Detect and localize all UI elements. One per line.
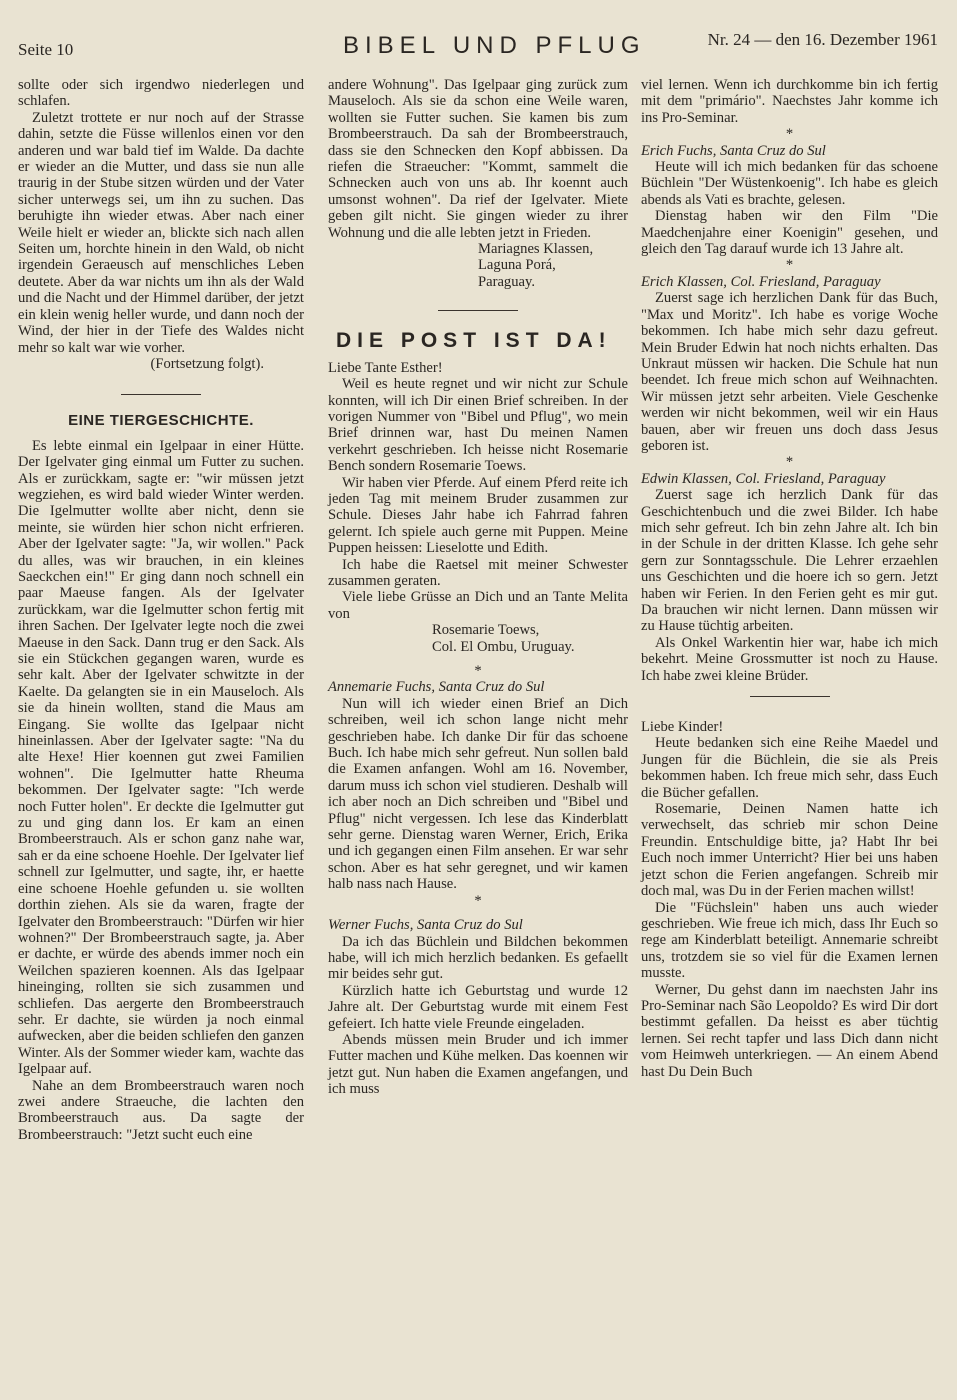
letter-paragraph: Zuerst sage ich herzlichen Dank für das Buch, "Max und Moritz". Ich habe es vorige Woche bekommen. Ich habe mich sehr dazu gefreut. Mein Bruder Edwin hat noch nichts erhalten. Das Unkraut müssen wir hacken. Die Schule hat nun beendet. Ich freue mich schon auf Weihnachten. Wir müssen jetzt sehr arbeiten. Viele Geschenke werden wir nicht bekommen, weil wir ein Haus bauen, aber wir freuen uns doch dass Jesus geboren ist. (641, 290, 938, 454)
column-2 (328, 77, 628, 1098)
page-number: Seite 10 (18, 40, 74, 59)
reply-greeting: Liebe Kinder! (641, 719, 724, 736)
star-separator: * (474, 663, 482, 679)
separator-rule (750, 696, 830, 697)
separator-rule (438, 310, 518, 311)
letter-paragraph: viel lernen. Wenn ich durchkomme bin ich fertig mit dem "primário". Naechstes Jahr komme ich ins Pro-Seminar. (641, 77, 938, 126)
letter-signature-place: Col. El Ombu, Uruguay. (432, 638, 575, 655)
letter-paragraph: Kürzlich hatte ich Geburtstag und wurde 12 Jahre alt. Der Geburtstag wurde mit einem Fest gefeiert. Ich hatte viele Freunde eingeladen. (328, 982, 628, 1032)
reply-paragraph: Heute bedanken sich eine Reihe Maedel und Jungen für die Büchlein, die sie als Preis bekommen haben. Ich freue mich sehr, dass Euch die Bücher gefallen. (641, 735, 938, 801)
reply-paragraph: Die "Füchslein" haben uns auch wieder geschrieben. Wie freue ich mich, dass Ihr Euch so rege am Kinderblatt beteiligt. Annemarie schreibt uns, trotzdem sie so viel für die Examen lernen musste. (641, 899, 938, 982)
separator-rule (121, 394, 201, 395)
letter-author: Edwin Klassen, Col. Friesland, Paraguay (641, 470, 886, 487)
column-1 (18, 77, 304, 1143)
letter-signature: Rosemarie Toews, (432, 622, 540, 639)
star-separator: * (785, 257, 794, 274)
story-paragraph: andere Wohnung". Das Igelpaar ging zurück zum Mauseloch. Als sie da schon eine Weile waren, wollten sie Futter suchen. Sie kamen bis zum Brombeerstrauch. Da sah der Brombeerstrauch, dass sie den Schnecken den Kopf abbissen. Da riefen die Straeucher: "Kommt, sammelt die Schnecken auch von uns ab. Ihr koennt auch umsonst wohnen". Da rief der Igelvater. Miete geben gilt nicht. Sie gingen wieder zu ihrer Wohnung und die alle lebten jetzt in Frieden. (328, 77, 628, 241)
story-paragraph: sollte oder sich irgendwo niederlegen und schlafen. (18, 77, 304, 110)
story-paragraph: Zuletzt trottete er nur noch auf der Strasse dahin, setzte die Füsse willenlos einen vor den anderen und war bald tief im Walde. Da dachte er wieder an die Mutter, und dass sie nun alle traurig in der Stube sitzen würden und der Vater sicher unterwegs sei, um ihn zu suchen. Das beruhigte ihn wieder etwas. Aber nach einer Weile hielt er wieder an, blickte sich nach allen Seiten um, horchte hinein in den Wald, ob nicht irgendein Geraeusch auf menschliches Leben deutete. Aber da war nichts um ihn als der Wald und die Nacht und der Himmel darüber, der jetzt ein klein wenig heller wurde, und dann noch der Wind, der hier in der Tiefe des Waldes nicht mehr so kalt war wie vorher. (18, 109, 304, 356)
reply-paragraph: Rosemarie, Deinen Namen hatte ich verwechselt, das schrieb mir schon Deine Freundin. Entschuldige bitte, ja? Habt Ihr bei Euch noch immer Unterricht? Hier bei uns haben jetzt schon die Ferien angefangen. Schreib mir doch mal, was Du in der Ferien machen willst! (641, 801, 938, 900)
letter-greeting: Liebe Tante Esther! (328, 359, 443, 376)
newspaper-title: BIBEL UND PFLUG (343, 32, 646, 59)
column-3 (641, 77, 938, 1080)
author-country: Paraguay. (478, 273, 535, 290)
letter-paragraph: Da ich das Büchlein und Bildchen bekommen habe, will ich mich herzlich bedanken. Es gefaellt mir beides sehr gut. (328, 933, 628, 983)
star-separator: * (785, 454, 794, 471)
story-paragraph: Nahe an dem Brombeerstrauch waren noch zwei andere Straeuche, die lachten den Brombeerstrauch aus. Da sagte der Brombeerstrauch: "Jetzt sucht euch eine (18, 1077, 304, 1143)
letter-author: Annemarie Fuchs, Santa Cruz do Sul (328, 679, 545, 696)
letter-paragraph: Als Onkel Warkentin hier war, habe ich mich bekehrt. Meine Grossmutter ist noch zu Hause. Ich habe zwei kleine Brüder. (641, 634, 938, 684)
letter-paragraph: Dienstag haben wir den Film "Die Maedchenjahre einer Koenigin" gesehen, und gleich den Tag darauf wurde ich 13 Jahre alt. (641, 208, 938, 258)
letter-author: Erich Fuchs, Santa Cruz do Sul (641, 142, 826, 159)
author-name: Mariagnes Klassen, (478, 241, 594, 258)
issue-date: Nr. 24 — den 16. Dezember 1961 (707, 30, 938, 49)
letter-author: Werner Fuchs, Santa Cruz do Sul (328, 917, 523, 934)
page-header (18, 18, 938, 60)
star-separator: * (785, 126, 794, 143)
star-separator: * (474, 892, 482, 909)
reply-paragraph: Werner, Du gehst dann im naechsten Jahr ins Pro-Seminar nach São Leopoldo? Es wird Dir dort bestimmt gefallen. Da heisst es aber tüchtig lernen. Sei recht tapfer und lass Dich dann nicht vom Heimweh unterkriegen. — An einem Abend hast Du Dein Buch (641, 981, 938, 1080)
letter-paragraph: Nun will ich wieder einen Brief an Dich schreiben, weil ich schon lange nicht mehr geschrieben habe. Ich danke Dir für das schoene Buch. Ich habe mich sehr gefreut. Nun sollen bald die Examen anfangen. Wohl am 16. November, darum muss ich schon viel studieren. Deshalb will ich aber noch an Dich schreiben und "Bibel und Pflug" nicht vergessen. Ich lese das Kinderblatt sehr gerne. Dienstag waren Werner, Erich, Erika und ich gegangen einen Film ansehen. Er war sehr schon. Aber es hat sehr geregnet, und wir kamen halb nass nach Hause. (328, 695, 628, 893)
author-place: Laguna Porá, (478, 257, 556, 274)
letter-paragraph: Heute will ich mich bedanken für das schoene Büchlein "Der Wüstenkoenig". Ich habe es gleich abends als Vati es brachte, gelesen. (641, 159, 938, 208)
letter-paragraph: Zuerst sage ich herzlich Dank für das Geschichtenbuch und die zwei Bilder. Ich habe mich sehr gefreut. Ich bin zehn Jahre alt. Ich bin in der Schule in der dritten Klasse. Ich gehe sehr gern zur Sonntagsschule. Die Lehrer erzaehlen uns Geschichten und die hoere ich so gern. Jetzt haben wir Ferien. In den Ferien geht es mir gut. Da brauchen wir nicht lernen. Dann müssen wir zu Hause tüchtig arbeiten. (641, 487, 938, 635)
letter-paragraph: Ich habe die Raetsel mit meiner Schwester zusammen geraten. (328, 556, 628, 589)
letter-author: Erich Klassen, Col. Friesland, Paraguay (641, 273, 881, 290)
letter-paragraph: Weil es heute regnet und wir nicht zur Schule konnten, will ich Dir einen Brief schreiben. In der vorigen Nummer von "Bibel und Pflug", wo mein Brief drinnen war, hast Du meinen Namen verkehrt geschrieben. Ich heisse nicht Rosemarie Bench sondern Rosemarie Toews. (328, 376, 628, 475)
letter-paragraph: Viele liebe Grüsse an Dich und an Tante Melita von (328, 589, 628, 622)
story-title: EINE TIERGESCHICHTE. (68, 412, 254, 430)
section-title: DIE POST IST DA! (336, 329, 612, 353)
story-paragraph: Es lebte einmal ein Igelpaar in einer Hütte. Der Igelvater ging einmal um Futter zu suchen. Als er zurückkam, sagte er: "wir müssen jetzt wegziehen, es wird bald wieder Winter werden. Die Igelmutter wollte aber nicht, denn sie meinte, sie würden hier schon nicht erfrieren. Aber der Igelvater sagte: "Ja, wir wollen." Pack du alles, was wir brauchen, in ein kleines Saeckchen ein!" Er ging dann noch schnell ein paar Maeuse fangen. Als der Igelvater zurückkam, war die Igelmutter schon fertig mit ihren Sachen. Der Igelvater legte noch die zwei Maeuse in den Sack. Dann trug er den Sack. Als sie ein Stückchen gegangen waren, wurde es sehr kalt. Aber der Igelvater schwitzte in der Kaelte. Da gelangten sie in ein Mauseloch. Als sie da hinein wollten, stand die Maus am Eingang. Sie wollte das Igelpaar nicht hineinlassen. Aber der Igelvater sagte: "Na du alte Hexe! Hier koennen gut zwei Familien wohnen". Die Igelmutter hatte Rheuma bekommen. Der Igelvater sagte: "Ich werde noch Futter holen". Er deckte die Igelmutter gut zu und ging dann los. Er kam an einen Brombeerstrauch. Als er schon ganz nahe war, sah er da eine schoene Hoehle. Der Igelvater lief schnell zur Igelmutter, und sagte, ihr, er haette eine schoene Hoehle gefunden u. sie wollten dorthin ziehen. Als sie da waren, fragte der Igelvater den Brombeerstrauch: "Dürfen wir hier wohnen?" Der Brombeerstrauch sagte, ja. Aber er dachte, er würde des abends immer noch ein Weilchen spazieren koennen. Als das Igelpaar hineinging, rollten sie sich zusammen und schliefen. Das aergerte den Brombeerstrauch sehr. Er dachte, sie würden ja noch einmal aufwecken, aber die beiden schliefen den ganzen Winter. Als der Sommer wieder kam, wachte das Igelpaar auf. (18, 437, 304, 1078)
letter-paragraph: Wir haben vier Pferde. Auf einem Pferd reite ich jeden Tag mit meinem Bruder zusammen zur Schule. Dieses Jahr habe ich Fahrrad fahren gelernt. Ich spiele auch gerne mit Puppen. Meine Puppen heissen: Lieselotte und Edith. (328, 474, 628, 557)
letter-paragraph: Abends müssen mein Bruder und ich immer Futter machen und Kühe melken. Das koennen wir jetzt gut. Nun haben die Examen angefangen, und ich muss (328, 1031, 628, 1098)
continuation-note: (Fortsetzung folgt). (150, 355, 264, 372)
